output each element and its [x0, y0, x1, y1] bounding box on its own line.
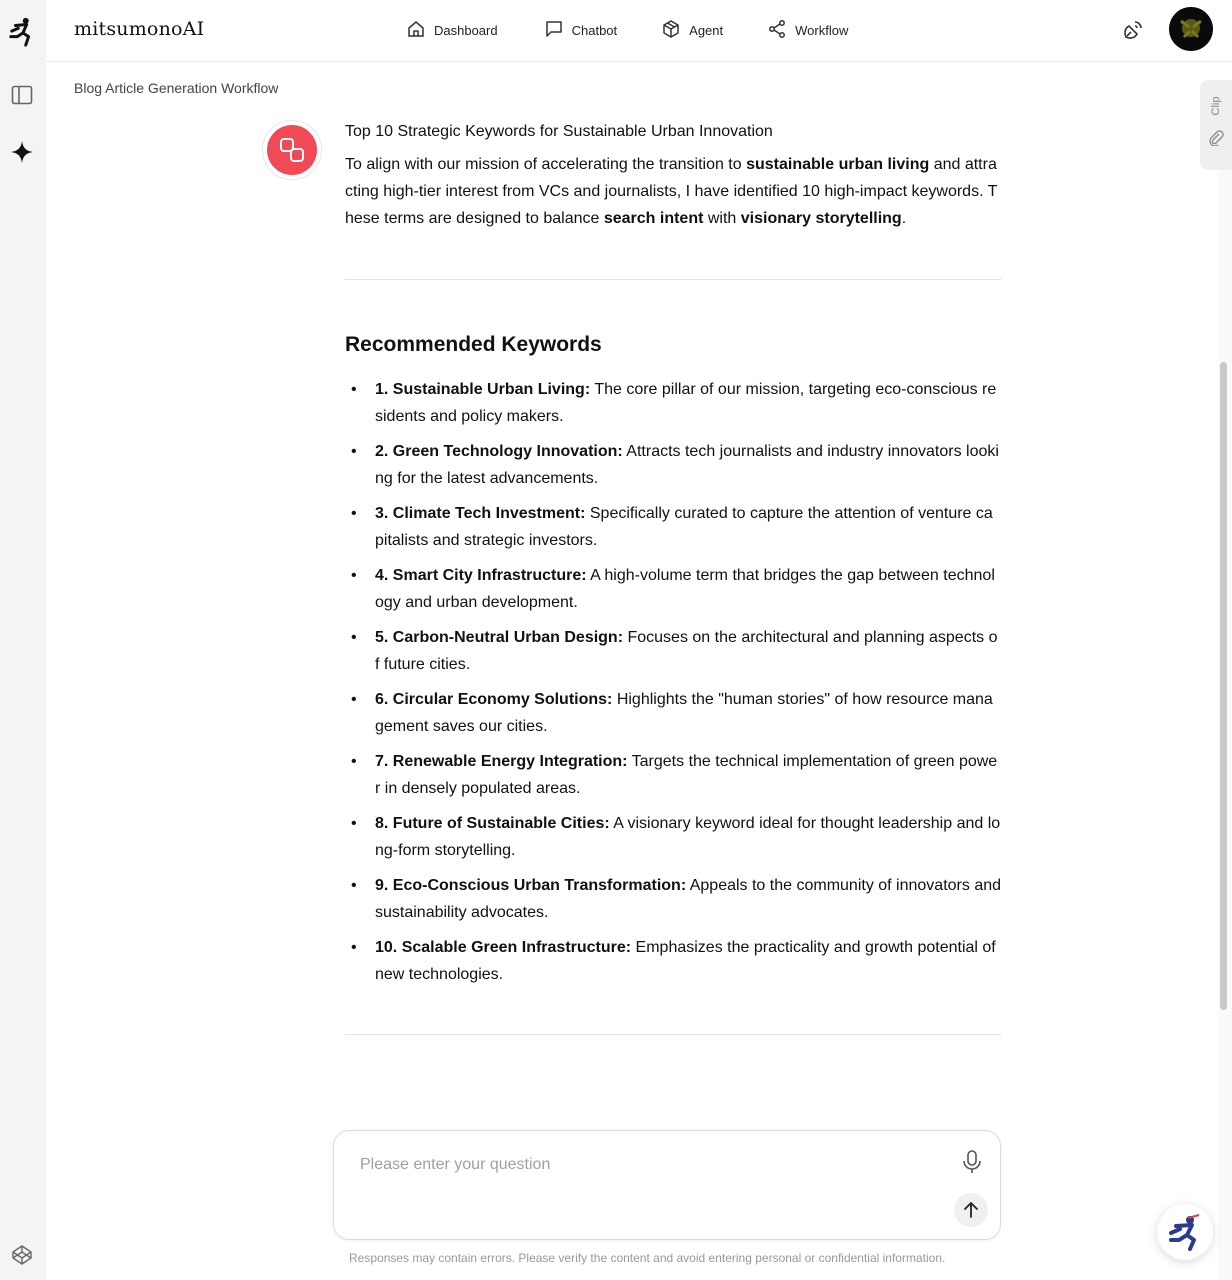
bullet-icon: • [351, 629, 357, 646]
share-nodes-icon [767, 19, 787, 42]
bot-avatar [262, 120, 322, 180]
keyword-term: 1. Sustainable Urban Living: [375, 381, 591, 398]
scrollbar-thumb[interactable] [1220, 362, 1227, 1010]
keyword-item [345, 438, 1001, 492]
keyword-description: A visionary keyword ideal for thought leadership and long-form storytelling. [375, 815, 1001, 859]
bullet-icon: • [351, 443, 357, 460]
intro-bold-text: sustainable urban living [746, 156, 930, 173]
user-avatar[interactable] [1169, 7, 1213, 51]
main-nav [406, 19, 848, 42]
keyword-description: Appeals to the community of innovators and sustainability advocates. [375, 877, 1002, 921]
bullet-icon: • [351, 815, 357, 832]
intro-bold-text: visionary storytelling [740, 210, 902, 227]
keyword-item [345, 934, 1001, 988]
sidebar-toggle-icon[interactable] [8, 81, 36, 109]
arrow-up-icon [962, 1201, 980, 1219]
keyword-item [345, 562, 1001, 616]
message-title: Top 10 Strategic Keywords for Sustainable Urban Innovation [345, 123, 773, 140]
disclaimer-text: Responses may contain errors. Please verify the content and avoid entering personal or confidential information. [349, 1251, 946, 1265]
intro-text: To align with our mission of accelerating the transition to [345, 156, 747, 173]
sparkle-icon[interactable] [8, 138, 36, 166]
nav-label: Chatbot [571, 23, 618, 38]
keyword-description: Targets the technical implementation of green power in densely populated areas. [375, 753, 998, 797]
satellite-dish-icon[interactable] [1121, 18, 1145, 42]
keyword-description: Attracts tech journalists and industry innovators looking for the latest advancements. [375, 443, 999, 487]
keyword-description: Specifically curated to capture the attention of venture capitalists and strategic investors. [375, 505, 993, 549]
keyword-item [345, 624, 1001, 678]
paperclip-icon [1208, 130, 1224, 146]
microphone-icon[interactable] [960, 1149, 984, 1175]
runner-logo-icon[interactable] [8, 18, 36, 46]
keyword-term: 9. Eco-Conscious Urban Transformation: [375, 877, 687, 894]
bullet-icon: • [351, 505, 357, 522]
chat-bubble-icon [544, 19, 564, 42]
nav-chatbot[interactable] [544, 19, 618, 42]
keyword-description: The core pillar of our mission, targeting eco-conscious residents and policy makers. [375, 381, 997, 425]
send-button[interactable] [954, 1193, 988, 1227]
bullet-icon: • [351, 381, 357, 398]
bullet-icon: • [351, 753, 357, 770]
ninja-mascot-icon [1166, 1213, 1204, 1251]
codepen-icon[interactable] [8, 1241, 36, 1269]
divider [345, 1034, 1001, 1035]
clip-tab[interactable] [1200, 80, 1232, 170]
keyword-item [345, 686, 1001, 740]
keyword-description: Focuses on the architectural and planning aspects of future cities. [375, 629, 998, 673]
clip-label: Clip [1210, 96, 1222, 116]
cube-icon [661, 19, 681, 42]
message-intro [345, 151, 1001, 232]
nav-workflow[interactable] [767, 19, 848, 42]
bullet-icon: • [351, 877, 357, 894]
bullet-icon: • [351, 691, 357, 708]
intro-text: . [901, 210, 907, 227]
top-header [46, 0, 1232, 62]
breadcrumb: Blog Article Generation Workflow [74, 80, 279, 96]
keyword-item [345, 376, 1001, 430]
question-composer [333, 1130, 1001, 1240]
nav-label: Workflow [795, 23, 849, 38]
keyword-term: 2. Green Technology Innovation: [375, 443, 623, 460]
nav-label: Agent [689, 23, 724, 38]
keyword-item [345, 500, 1001, 554]
home-icon [406, 19, 426, 42]
nav-agent[interactable] [661, 19, 723, 42]
keyword-term: 8. Future of Sustainable Cities: [375, 815, 610, 832]
keyword-description: Emphasizes the practicality and growth potential of new technologies. [375, 939, 996, 983]
keyword-item [345, 872, 1001, 926]
workflow-bot-icon [277, 135, 307, 165]
keyword-term: 10. Scalable Green Infrastructure: [375, 939, 632, 956]
keyword-description: Highlights the "human stories" of how resource management saves our cities. [375, 691, 993, 735]
keyword-term: 3. Climate Tech Investment: [375, 505, 586, 522]
left-rail [0, 0, 46, 1280]
keyword-item [345, 748, 1001, 802]
bot-message [345, 120, 1001, 1035]
keyword-term: 6. Circular Economy Solutions: [375, 691, 613, 708]
intro-text: with [703, 210, 741, 227]
keyword-item [345, 810, 1001, 864]
nav-dashboard[interactable] [406, 19, 498, 42]
brand-name[interactable]: mitsumonoAI [74, 18, 205, 40]
keyword-term: 5. Carbon-Neutral Urban Design: [375, 629, 624, 646]
assistant-fab[interactable] [1157, 1204, 1213, 1260]
keyword-term: 4. Smart City Infrastructure: [375, 567, 587, 584]
nav-label: Dashboard [434, 23, 498, 38]
question-input[interactable] [358, 1151, 922, 1179]
keyword-list [345, 376, 1001, 988]
bullet-icon: • [351, 567, 357, 584]
keyword-description: A high-volume term that bridges the gap between technology and urban development. [375, 567, 995, 611]
intro-text: and attracting high-tier interest from VCs and journalists, I have identified 10 high-impact keywords. These terms are designed to balance [345, 156, 998, 227]
intro-bold-text: search intent [603, 210, 704, 227]
keyword-term: 7. Renewable Energy Integration: [375, 753, 628, 770]
bullet-icon: • [351, 939, 357, 956]
section-heading: Recommended Keywords [345, 333, 602, 356]
